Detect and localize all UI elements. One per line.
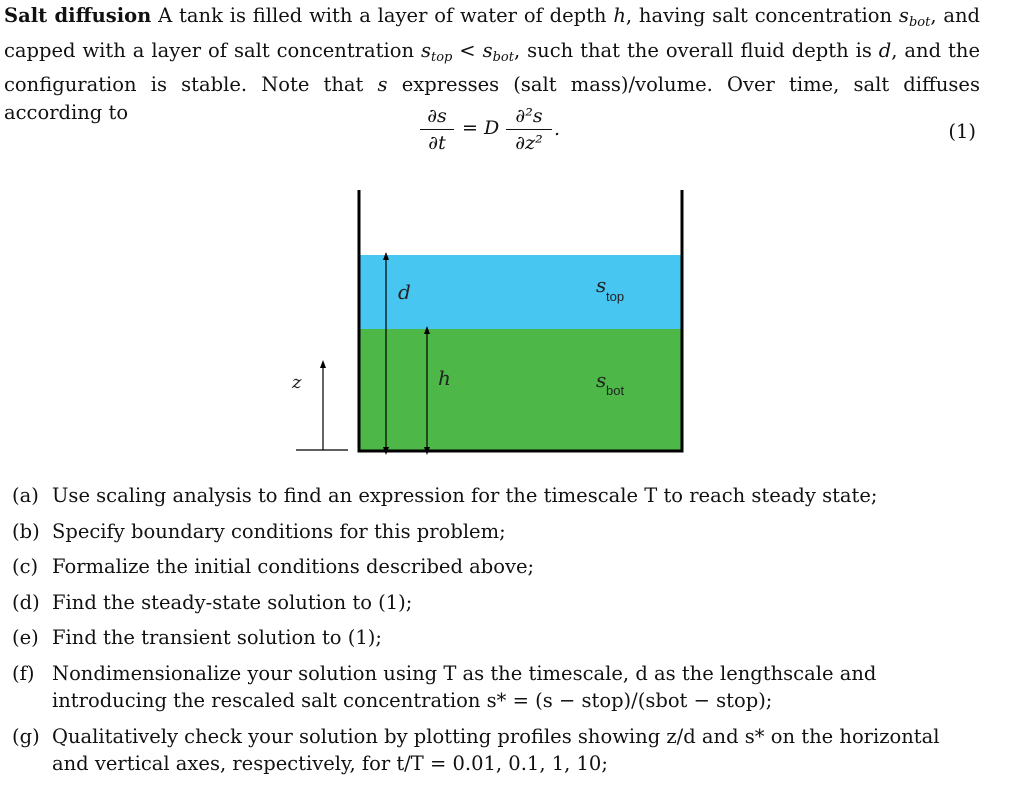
question-part-c [12,553,980,580]
less-than: < [452,38,483,62]
part-label: (b) [12,519,40,543]
label-s-top: s [596,273,607,297]
intro-text-6: expresses (salt mass)/volume. Over time, salt diffuses according to [4,73,980,124]
label-s-bot: s [596,368,607,392]
fraction-denominator: ∂t [428,132,446,155]
fraction-ds-dt [420,104,454,155]
part-text: Nondimensionalize your solution using T as the timescale, d as the lengthscale and introducing the rescaled salt concentration s* = (s − stop)/(sbot − stop); [52,661,877,712]
intro-text-4: , such that the overall fluid depth is [513,38,879,62]
intro-text-2: , having salt concentration [625,4,899,27]
question-part-a [12,482,980,509]
label-d: d [398,280,411,304]
part-label: (c) [12,555,39,579]
question-part-e [12,624,980,651]
fraction-bar [420,129,454,130]
fraction-numerator: ∂²s [515,105,543,127]
intro-text-1: A tank is filled with a layer of water of depth [151,4,614,27]
question-part-g [12,723,980,777]
label-h: h [438,366,451,390]
subscript-bot: bot [908,15,931,30]
part-label: (f) [12,661,35,685]
var-s: s [482,38,493,62]
part-text: Formalize the initial conditions described above; [52,555,535,579]
var-h: h [613,4,626,27]
part-text: Qualitatively check your solution by plotting profiles showing z/d and s* on the horizontal and vertical axes, respectively, for t/T = 0.01, 0.1, 1, 10; [52,724,940,775]
part-text: Specify boundary conditions for this problem; [52,519,506,543]
var-s: s [420,38,431,62]
var-d: d [878,38,892,62]
intro-text-5: , and the configuration is stable. Note that [4,38,980,96]
part-label: (e) [12,626,39,650]
var-s: s [898,4,909,27]
part-text: Use scaling analysis to find an expression for the timescale T to reach steady state; [52,484,878,507]
question-part-b [12,518,980,545]
fraction-numerator: ∂s [427,105,447,127]
fraction-bar [506,129,552,130]
label-s-bot-subscript: bot [606,383,625,398]
part-text: Find the transient solution to (1); [52,626,382,650]
equals-D: = D [462,117,500,139]
part-label: (g) [12,724,40,748]
part-label: (d) [12,590,40,614]
fraction-d2s-dz2 [506,104,552,155]
question-part-d [12,589,980,616]
part-text: Find the steady-state solution to (1); [52,590,413,614]
question-part-f [12,660,980,714]
intro-text-3: , and capped with a layer of salt concentration [4,4,980,62]
label-s-top-subscript: top [606,289,625,304]
problem-title: Salt diffusion [4,4,152,27]
question-parts [12,482,980,785]
subscript-top: top [430,49,453,65]
label-z: z [292,372,302,393]
equation-number: (1) [948,120,976,143]
tank-figure [0,186,1024,466]
equation-period: . [554,118,561,140]
intro-paragraph [4,2,980,126]
subscript-bot: bot [492,49,514,65]
fraction-denominator: ∂z² [515,132,543,155]
bottom-water-layer [359,329,682,452]
var-s: s [377,73,388,96]
part-label: (a) [12,484,39,507]
